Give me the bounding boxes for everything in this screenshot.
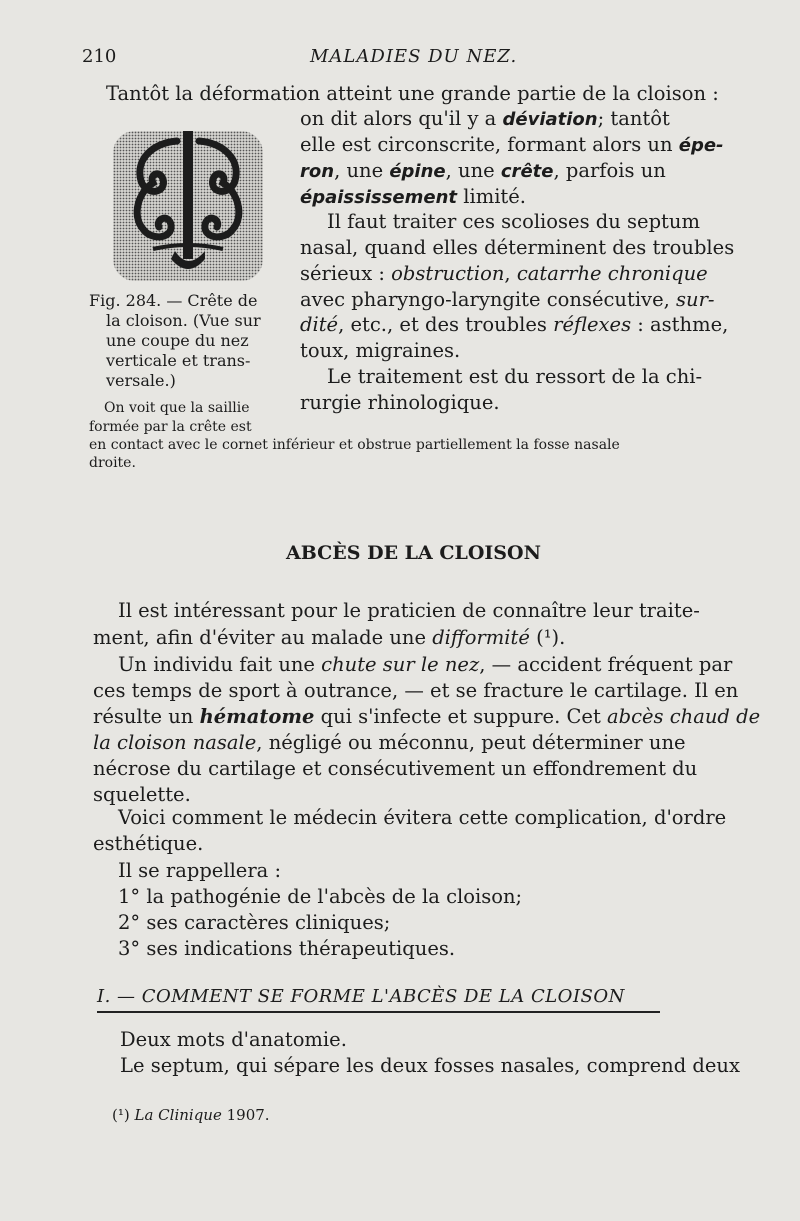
text-line: rurgie rhinologique.: [300, 391, 500, 414]
text-line: nécrose du cartilage et consécutivement un effondrement du: [93, 757, 698, 780]
term-crete: crête: [500, 161, 554, 182]
text-line: on dit alors qu'il y a déviation; tantôt: [300, 107, 670, 130]
nasal-septum-crest-figure: [113, 131, 263, 286]
subsection-heading: I. — COMMENT SE FORME L'ABCÈS DE LA CLOISON: [97, 986, 625, 1007]
text-line: Le septum, qui sépare les deux fosses nasales, comprend deux: [120, 1054, 740, 1077]
term-epaississement: épaississement: [300, 187, 458, 208]
text-line: Il se rappellera :: [118, 859, 282, 882]
text-line: dité, etc., et des troubles réflexes : asthme,: [300, 313, 729, 336]
list-item: 2° ses caractères cliniques;: [118, 911, 391, 934]
list-item: 1° la pathogénie de l'abcès de la cloison;: [118, 885, 523, 908]
list-item: 3° ses indications thérapeutiques.: [118, 937, 456, 960]
figure-caption-line: formée par la crête est: [89, 419, 252, 435]
figure-caption-line: On voit que la saillie: [104, 400, 250, 416]
text-line: Le traitement est du ressort de la chi-: [327, 365, 703, 388]
text-line: squelette.: [93, 783, 191, 806]
text-line: ron, une épine, une crête, parfois un: [300, 159, 666, 182]
figure-caption-line: la cloison. (Vue sur: [106, 311, 261, 330]
text-line: Un individu fait une chute sur le nez, — accident fréquent par: [118, 653, 733, 676]
figure-caption-line: verticale et trans-: [106, 351, 251, 370]
text-line: sérieux : obstruction, catarrhe chronique: [300, 262, 708, 285]
figure-caption-line: droite.: [89, 455, 136, 471]
running-title: MALADIES DU NEZ.: [310, 46, 518, 67]
text-line: Voici comment le médecin évitera cette complication, d'ordre: [118, 806, 727, 829]
text-line: elle est circonscrite, formant alors un épe-: [300, 133, 724, 156]
figure-caption-line: Fig. 284. — Crête de: [89, 291, 258, 310]
figure-caption-line: versale.): [106, 371, 176, 390]
text-line: toux, migraines.: [300, 339, 461, 362]
figure-caption-line: en contact avec le cornet inférieur et obstrue partiellement la fosse nasale: [89, 437, 620, 453]
text-line: ment, afin d'éviter au malade une difformité (¹).: [93, 626, 566, 649]
text-line: esthétique.: [93, 832, 204, 855]
text-line: avec pharyngo-laryngite consécutive, sur-: [300, 288, 715, 311]
term-eperon: épe-: [678, 135, 724, 156]
text-line: ces temps de sport à outrance, — et se fracture le cartilage. Il en: [93, 679, 739, 702]
page-number: 210: [82, 46, 117, 67]
text-line: épaississement limité.: [300, 185, 527, 208]
text-line: Il est intéressant pour le praticien de connaître leur traite-: [118, 599, 700, 622]
term-epine: épine: [389, 161, 446, 182]
figure-caption-line: une coupe du nez: [106, 331, 249, 350]
text-line: Tantôt la déformation atteint une grande partie de la cloison :: [106, 82, 719, 105]
term-deviation: déviation: [502, 109, 598, 130]
footnote-reference: (¹).: [529, 626, 566, 649]
text-line: la cloison nasale, négligé ou méconnu, peut déterminer une: [93, 731, 686, 754]
footnote: (¹) La Clinique 1907.: [112, 1106, 270, 1124]
heading-rule: [97, 1011, 660, 1013]
text-line: Deux mots d'anatomie.: [120, 1028, 347, 1051]
text-line: Il faut traiter ces scolioses du septum: [327, 210, 700, 233]
section-heading: ABCÈS DE LA CLOISON: [286, 542, 541, 564]
text-line: nasal, quand elles déterminent des troubles: [300, 236, 735, 259]
text-line: résulte un hématome qui s'infecte et suppure. Cet abcès chaud de: [93, 705, 761, 728]
